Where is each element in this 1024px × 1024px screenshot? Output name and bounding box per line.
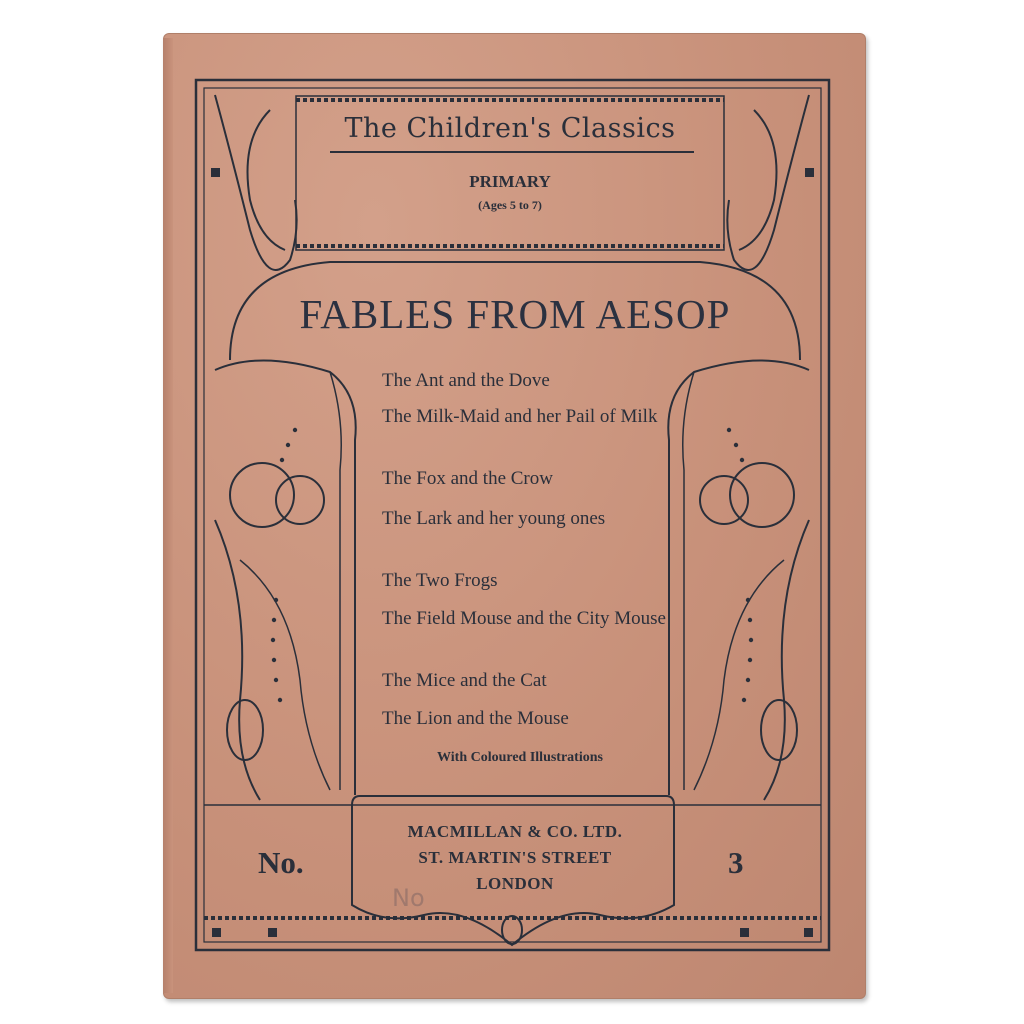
story-title: The Ant and the Dove: [382, 370, 550, 391]
story-title: The Lion and the Mouse: [382, 708, 569, 729]
story-title: The Milk-Maid and her Pail of Milk: [382, 406, 658, 427]
story-title: The Two Frogs: [382, 570, 498, 591]
left-top-lily-petal: [248, 110, 286, 250]
right-top-lily: [727, 95, 809, 270]
publisher-street: ST. MARTIN'S STREET: [418, 848, 612, 867]
series-title: The Children's Classics: [344, 113, 676, 144]
left-top-lily: [215, 95, 297, 270]
book-title: FABLES FROM AESOP: [299, 291, 731, 337]
number-label: No.: [258, 845, 304, 880]
story-title: The Mice and the Cat: [382, 670, 547, 691]
number-value: 3: [728, 845, 744, 880]
left-stem: [215, 360, 356, 795]
pencil-annotation: No: [392, 884, 425, 912]
left-stem-inner: [330, 372, 341, 790]
right-flower-bud: [700, 476, 748, 524]
bottom-seed-ornament: [502, 916, 522, 944]
story-title: The Field Mouse and the City Mouse: [382, 608, 666, 629]
publisher-city: LONDON: [476, 874, 554, 893]
illustrations-note: With Coloured Illustrations: [437, 750, 603, 765]
left-seed-pod: [227, 700, 263, 760]
publisher-cartouche: [352, 796, 674, 945]
right-top-lily-petal: [739, 110, 777, 250]
right-stem-inner: [683, 372, 694, 790]
publisher-name: MACMILLAN & CO. LTD.: [407, 822, 623, 841]
left-flower-bud: [276, 476, 324, 524]
reading-level: PRIMARY: [469, 172, 551, 191]
story-title: The Fox and the Crow: [382, 468, 553, 489]
right-seed-pod: [761, 700, 797, 760]
story-title: The Lark and her young ones: [382, 508, 606, 529]
age-range: (Ages 5 to 7): [478, 198, 542, 212]
right-stem: [668, 360, 809, 795]
